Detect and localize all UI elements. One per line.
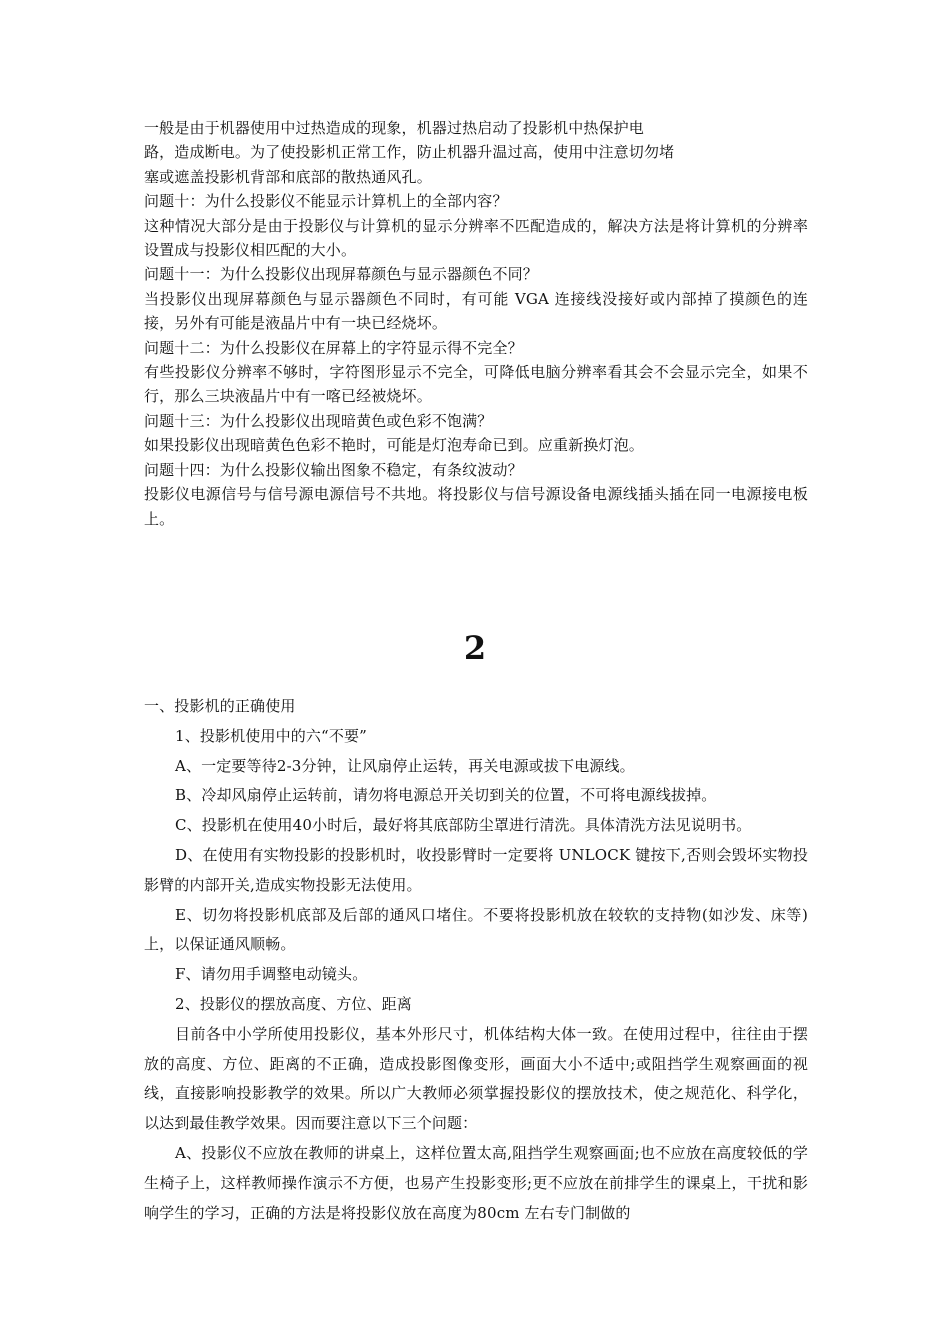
question-ten: 问题十：为什么投影仪不能显示计算机上的全部内容？ bbox=[144, 192, 508, 211]
paragraph: 塞或遮盖投影机背部和底部的散热通风孔。 bbox=[144, 167, 432, 186]
list-item: B、冷却风扇停止运转前，请勿将电源总开关切到关的位置，不可将电源线拔掉。 bbox=[175, 786, 717, 805]
answer-eleven: 当投影仪出现屏幕颜色与显示器颜色不同时，有可能 VGA 连接线没接好或内部掉了摸颜色的连接，另外有可能是液晶片中有一块已经烧坏。 bbox=[144, 289, 808, 333]
answer-fourteen: 投影仪电源信号与信号源电源信号不共地。将投影仪与信号源设备电源线插头插在同一电源接电板上。 bbox=[144, 485, 808, 528]
subheading-placement: 2、投影仪的摆放高度、方位、距离 bbox=[175, 994, 412, 1013]
paragraph: 一般是由于机器使用中过热造成的现象，机器过热启动了投影机中热保护电 bbox=[144, 119, 644, 137]
section-heading: 一、投影机的正确使用 bbox=[144, 697, 296, 715]
paragraph: 路，造成断电。为了使投影机正常工作，防止机器升温过高，使用中注意切勿堵 bbox=[144, 143, 675, 162]
page-number: 2 bbox=[463, 629, 487, 667]
section-one-text bbox=[144, 116, 808, 531]
list-item: D、在使用有实物投影的投影机时，收投影臂时一定要将 UNLOCK 键按下,否则会毁坏实物投影臂的内部开关,造成实物投影无法使用。 bbox=[144, 845, 808, 894]
question-thirteen: 问题十三：为什么投影仪出现暗黄色或色彩不饱满？ bbox=[144, 411, 493, 430]
section-two-text bbox=[144, 692, 808, 1228]
list-item: A、投影仪不应放在教师的讲桌上，这样位置太高,阻挡学生观察画面;也不应放在高度较低的学生椅子上，这样教师操作演示不方便，也易产生投影变形;更不应放在前排学生的课桌上，干扰和影响学生的学习，正确的方法是将投影仪放在高度为80cm 左右专门制做的 bbox=[144, 1143, 808, 1222]
subheading-six-donts: 1、投影机使用中的六“不要” bbox=[175, 726, 367, 745]
paragraph: 目前各中小学所使用投影仪，基本外形尺寸，机体结构大体一致。在使用过程中，往往由于摆放的高度、方位、距离的不正确，造成投影图像变形，画面大小不适中;或阻挡学生观察画面的视线，直接影响投影教学的效果。所以广大教师必须掌握投影仪的摆放技术，使之规范化、科学化，以达到最佳教学效果。因而要注意以下三个问题： bbox=[144, 1024, 808, 1133]
question-twelve: 问题十二：为什么投影仪在屏幕上的字符显示得不完全？ bbox=[144, 338, 523, 357]
question-eleven: 问题十一：为什么投影仪出现屏幕颜色与显示器颜色不同？ bbox=[144, 265, 538, 284]
list-item: E、切勿将投影机底部及后部的通风口堵住。不要将投影机放在较软的支持物(如沙发、床等)上，以保证通风顺畅。 bbox=[144, 905, 808, 954]
answer-twelve: 有些投影仪分辨率不够时，字符图形显示不完全，可降低电脑分辨率看其会不会显示完全，如果不行，那么三块液晶片中有一喀已经被烧坏。 bbox=[144, 363, 808, 406]
answer-ten: 这种情况大部分是由于投影仪与计算机的显示分辨率不匹配造成的，解决方法是将计算机的分辨率设置成与投影仪相匹配的大小。 bbox=[144, 216, 808, 260]
list-item: A、一定要等待2-3分钟，让风扇停止运转，再关电源或拔下电源线。 bbox=[175, 756, 635, 775]
list-item: C、投影机在使用40小时后，最好将其底部防尘罩进行清洗。具体清洗方法见说明书。 bbox=[175, 816, 752, 835]
question-fourteen: 问题十四：为什么投影仪输出图象不稳定，有条纹波动？ bbox=[144, 460, 523, 479]
answer-thirteen: 如果投影仪出现暗黄色色彩不艳时，可能是灯泡寿命已到。应重新换灯泡。 bbox=[144, 436, 644, 455]
list-item: F、请勿用手调整电动镜头。 bbox=[175, 965, 368, 984]
